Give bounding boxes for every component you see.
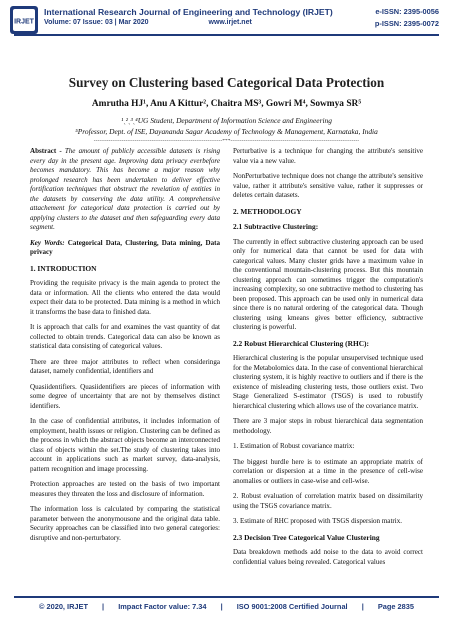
paper-title: Survey on Clustering based Categorical Data Protection: [68, 75, 385, 90]
introduction-heading: 1. INTRODUCTION: [30, 263, 97, 273]
right-column: [233, 147, 423, 573]
e-issn: e-ISSN: 2395-0056: [375, 7, 439, 16]
footer-divider-mark: |: [361, 602, 364, 611]
body-paragraph: Hierarchical clustering is the popular unsupervised technique used for the Metabolomics data. In the case of conventional hierarchical clustering system, it is highly reactive to outliers and if there is the existence of misleading clustering tests, those outliers exist. Two Stage Generalized S-estimator (TSGS) is used to robustify hierarchical clustering which allows use of the covariance matrix.: [233, 354, 423, 410]
volume-issue: Volume: 07 Issue: 03 | Mar 2020: [44, 19, 149, 26]
body-paragraph: Perturbative is a technique for changing the attribute's sensitive value via a new value.: [233, 147, 423, 165]
footer-divider: [14, 596, 439, 598]
intro-paragraph: There are three major attributes to reflect when consideringa dataset, namely confidential, identifiers and: [30, 357, 220, 375]
abstract-text: The amount of publicly accessible datasets is rising every day in the present age. Improving data privacy ever​before becomes mandatory. This has become a major reason why prolonged research has been undertaken to deliver effective fortification techniques that obstruct the revelation of entities in the datasets by conserving the data utility. A comprehensive attachement for categorical data protection is carried out by applying clusters to the dataset and then safeguarding every data segment.: [30, 147, 220, 231]
footer-iso: ISO 9001:2008 Certified Journal: [236, 602, 348, 611]
footer-page-number: Page 2835: [377, 602, 414, 611]
body-paragraph: Data breakdown methods add noise to the data to avoid correct confidential values being revealed. Categorical values: [233, 548, 423, 566]
intro-paragraph: It is approach that calls for and examines the vast quantity of dat collected to obtain trends. Categorical data can also be known as statistical data consisting of categorical values.: [30, 323, 220, 350]
footer-copyright: © 2020, IRJET: [38, 602, 88, 611]
keywords-text: Categorical Data, Clustering, Data mining, Data privacy: [30, 238, 220, 256]
intro-paragraph: The information loss is calculated by comparing the statistical parameter between the anonymousone and the original data table. Security approaches can be classified into two general categories: disruptive and non-perturbatory.: [30, 505, 220, 542]
decision-tree-heading: 2.3 Decision Tree Categorical Value Clustering: [233, 532, 380, 542]
body-paragraph: There are 3 major steps in robust hierarchical data segmentation methodology.: [233, 417, 423, 435]
section-separator: ---------------------------------------------------------------------***---------------------------------------------------------------------: [93, 139, 360, 144]
keywords: [30, 239, 220, 258]
footer-divider-mark: |: [102, 602, 105, 611]
footer-divider-mark: |: [220, 602, 223, 611]
intro-paragraph: In the case of confidential attributes, it includes information of employment, health issues or religion. Clustering can be defined as the process in which the abstract objects become an interconnected class of objects within the set.The study of clustering takes into account in applications such as market survey, data-analysis, pattern recognition and image processing.: [30, 417, 220, 473]
author-list: Amrutha HJ¹, Anu A Kittur², Chaitra MS³, Gowri M⁴, Sowmya SR⁵: [91, 99, 362, 109]
journal-volume-line: [44, 19, 252, 26]
journal-logo-icon: [10, 6, 38, 34]
page-footer: [0, 602, 453, 611]
subtractive-clustering-heading: 2.1 Subtractive Clustering:: [233, 222, 319, 231]
body-paragraph: 2. Robust evaluation of correlation matrix based on dissimilarity using the TSGS covariance matrix.: [233, 492, 423, 510]
body-paragraph: 1. Estimation of Robust covariance matrix:: [233, 442, 355, 450]
footer-impact-factor: Impact Factor value: 7.34: [118, 602, 207, 611]
header-divider: [14, 34, 439, 36]
abstract: [30, 147, 220, 233]
body-paragraph: NonPerturbative technique does not change the attribute's sensitive value, rather it attribute's sensitive value, rather it suppresses or deletes certain datasets.: [233, 172, 423, 199]
intro-paragraph: Providing the requisite privacy is the main agenda to protect the data or information. All the clients who entered the data would expect their data to be protected. Data mining is a method in which it transforms the base data to finished data.: [30, 279, 220, 316]
logo-lettering: IRJET: [14, 18, 34, 26]
methodology-heading: 2. METHODOLOGY: [233, 206, 302, 216]
keywords-label: Key Words:: [30, 238, 65, 247]
affiliation-1: ¹ˎ²ˎ³ˎ⁴UG Student, Department of Information Science and Engineering: [121, 116, 332, 125]
p-issn: p-ISSN: 2395-0072: [374, 19, 439, 28]
body-paragraph: 3. Estimate of RHC proposed with TSGS dispersion matrix.: [233, 517, 402, 525]
abstract-label: Abstract -: [30, 147, 62, 155]
intro-paragraph: Protection approaches are tested on the basis of two important measures they threaten the loss and disclosure of information.: [30, 480, 220, 498]
intro-paragraph: Quasiidentifiers. Quasiidentifiers are pieces of information with some degree of uncertainty that are not by themselves distinct identifiers.: [30, 382, 220, 410]
journal-header: [0, 0, 453, 58]
left-column: [30, 147, 220, 549]
journal-title: International Research Journal of Engineering and Technology (IRJET): [44, 7, 333, 17]
body-paragraph: The currently in effect subtractive clustering approach can be used only for numerical data that cannot be used for data with categorical values. Many cluster grids have a maximum value in the conventional mountain-clustering process. But this mountain clustering approach can sometimes trigger the computation's increasing complexity, so one subtractive method to clustering has been proposed. This approach can be used only in numerical data since there is no natural ordering of the categorical data. Though clustering using kmeans gives better efficiency, subtractive clustering is powerful.: [233, 237, 423, 331]
affiliation-2: ⁵Professor, Dept. of ISE, Dayananda Sagar Academy of Technology & Management, Karnataka, India: [75, 127, 378, 136]
journal-website-link[interactable]: www.irjet.net: [208, 19, 252, 26]
rhc-heading: 2.2 Robust Hierarchical Clustering (RHC):: [233, 338, 369, 348]
body-paragraph: The biggest hurdle here is to estimate an appropriate matrix of correlation or dispersion at a time in the presence of cell-wise anomalies or outliers in case-wise and cell-wise.: [233, 457, 423, 485]
